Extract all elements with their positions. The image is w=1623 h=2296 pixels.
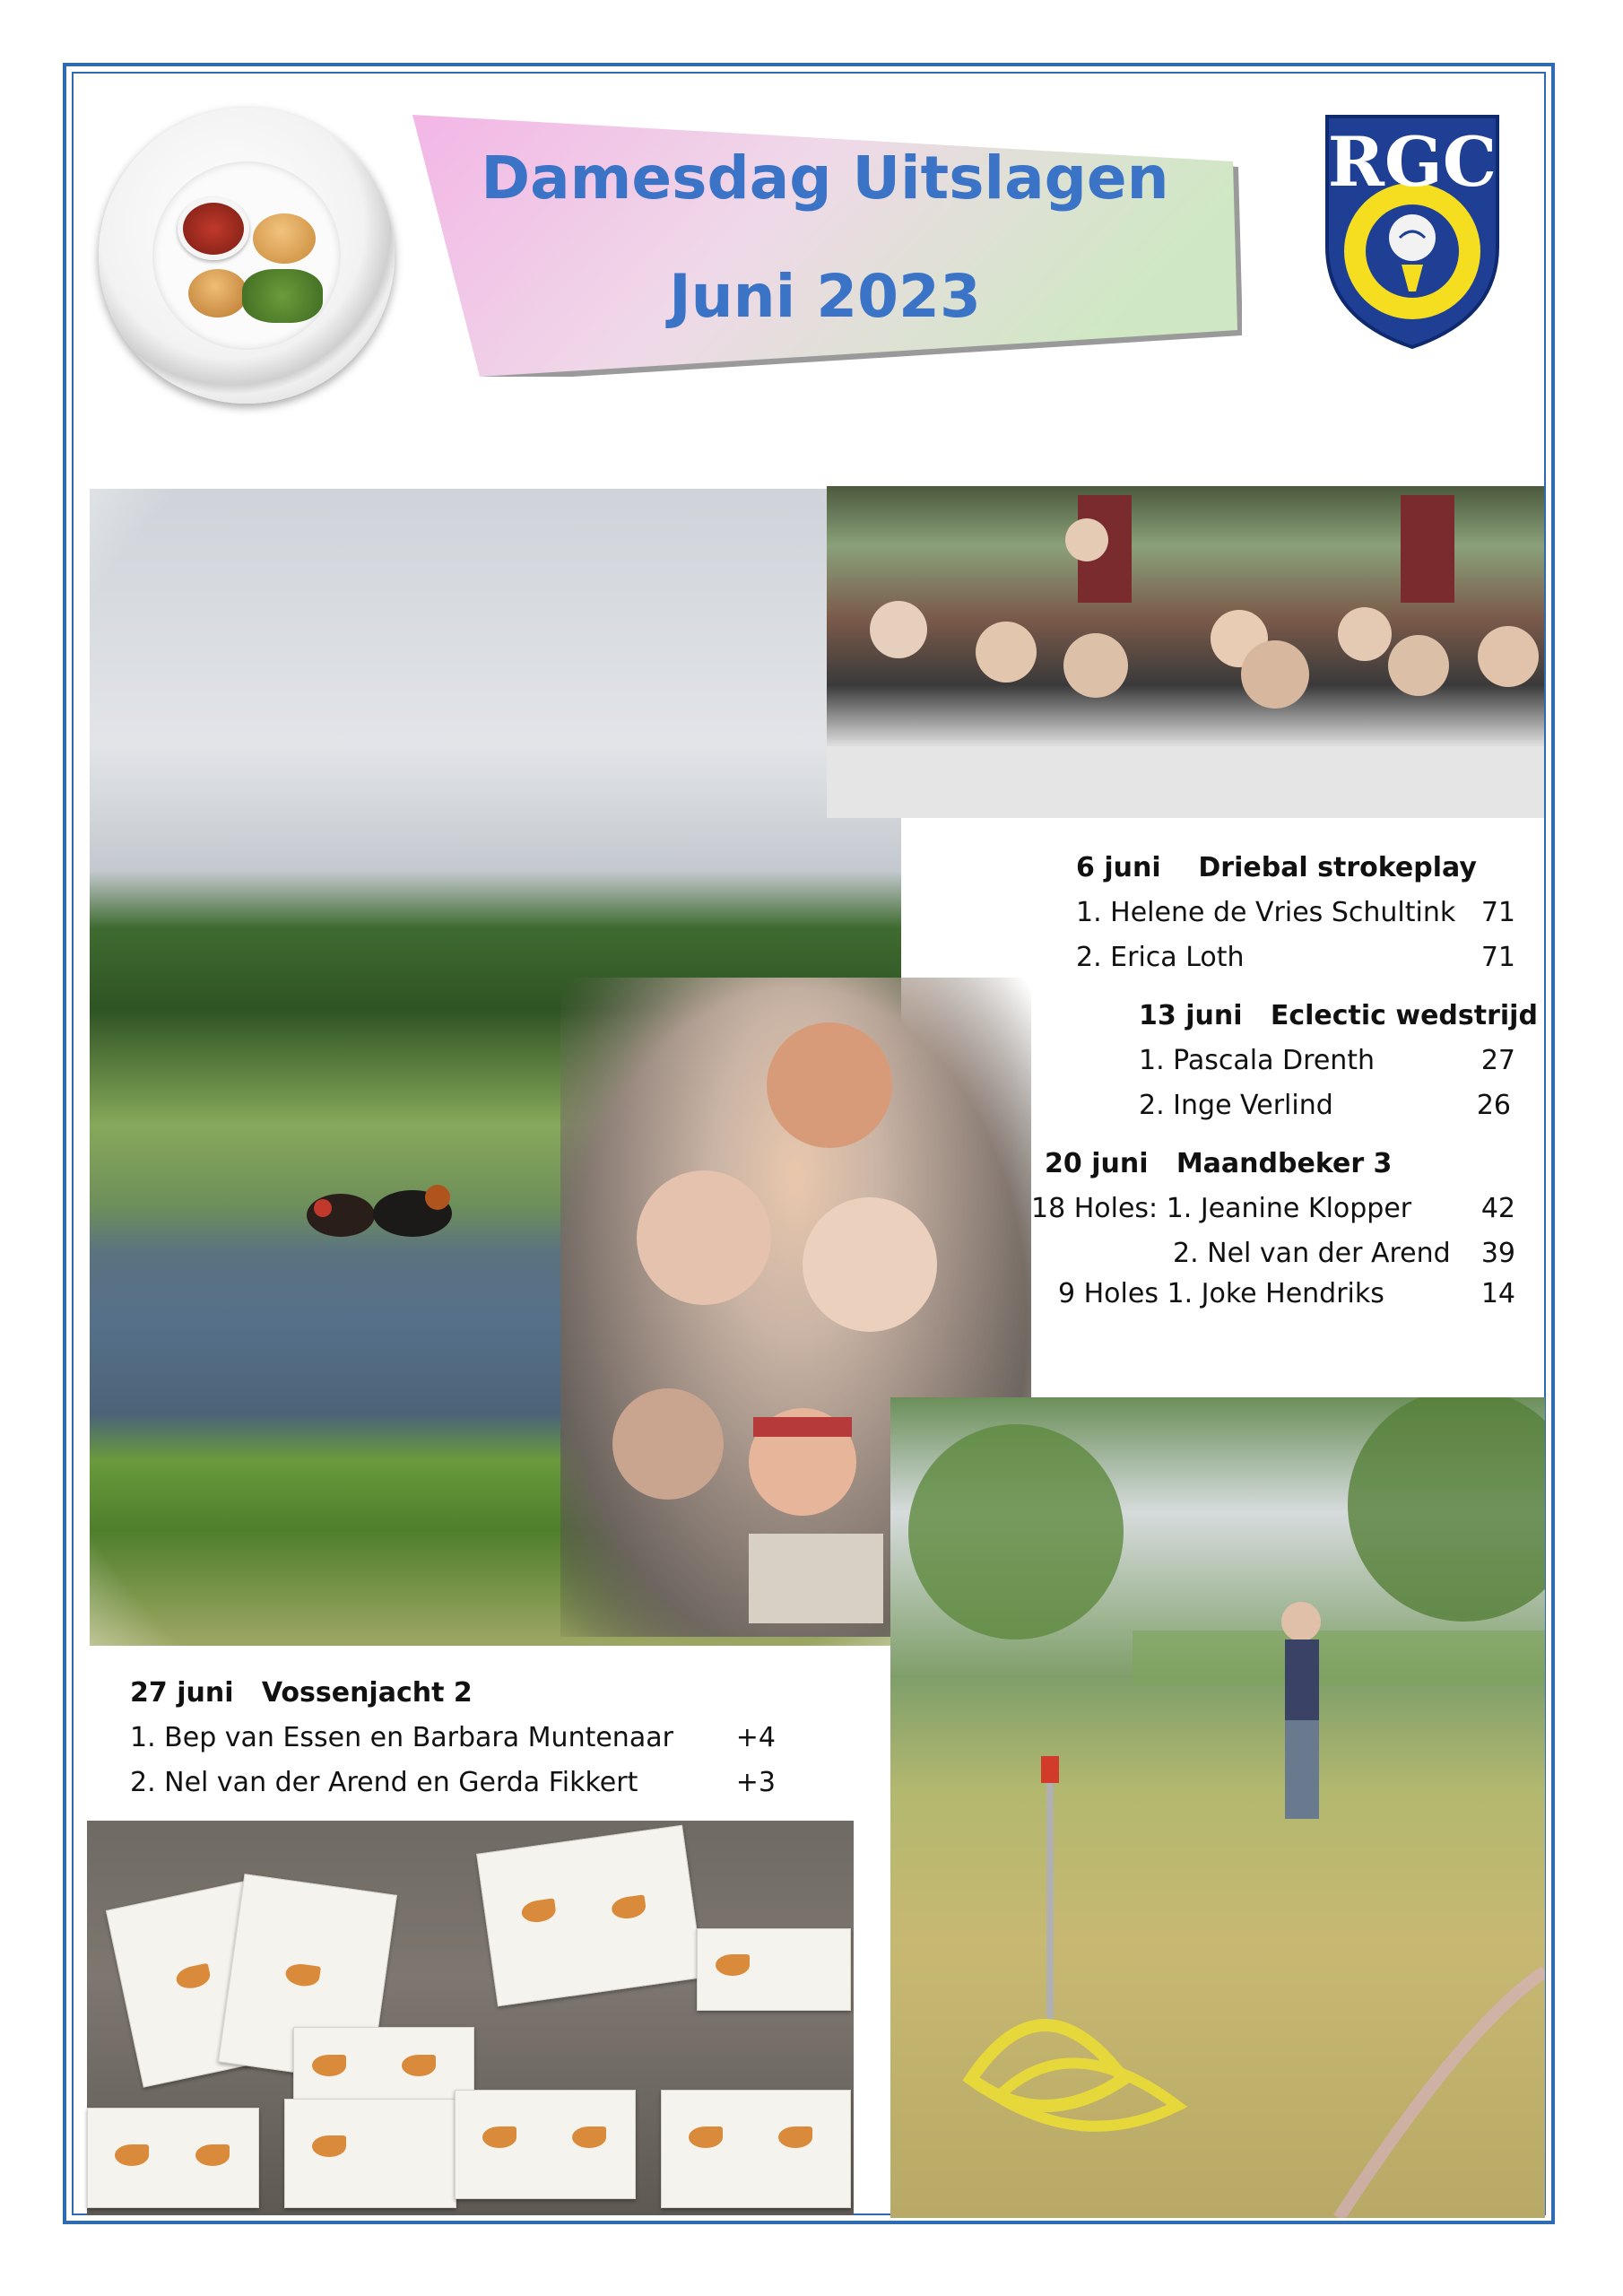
rgc-club-logo bbox=[1323, 112, 1502, 350]
sprinkler-lady-photo bbox=[890, 1397, 1545, 2218]
sauce-bowl bbox=[178, 197, 249, 260]
result-score: 26 bbox=[1476, 1090, 1511, 1121]
result-heading-6-juni: 6 juni Driebal strokeplay bbox=[1076, 852, 1477, 883]
fox-hunt-scorecards-photo bbox=[87, 1821, 854, 2215]
result-entry: 2. Erica Loth bbox=[1076, 942, 1245, 973]
result-entry: 2. Nel van der Arend bbox=[1173, 1238, 1451, 1269]
scorecard bbox=[697, 1928, 851, 2011]
result-entry: 2. Inge Verlind bbox=[1139, 1090, 1333, 1121]
scorecard bbox=[87, 2108, 259, 2208]
result-entry: 1. Bep van Essen en Barbara Muntenaar bbox=[130, 1722, 673, 1753]
scorecard bbox=[284, 2099, 456, 2208]
result-score: 71 bbox=[1480, 897, 1515, 928]
result-score: +4 bbox=[735, 1722, 776, 1753]
results-june-27 bbox=[130, 1677, 812, 1812]
result-score: +3 bbox=[735, 1767, 776, 1798]
coot-birds bbox=[287, 1170, 466, 1251]
result-entry: 2. Nel van der Arend en Gerda Fikkert bbox=[130, 1767, 638, 1798]
scorecard bbox=[476, 1825, 704, 2007]
bun bbox=[253, 213, 316, 264]
bun bbox=[188, 269, 247, 317]
result-entry: 1. Helene de Vries Schultink bbox=[1076, 897, 1456, 928]
result-heading-27-juni: 27 juni Vossenjacht 2 bbox=[130, 1677, 473, 1709]
result-score: 14 bbox=[1480, 1278, 1515, 1309]
result-entry: 1. Pascala Drenth bbox=[1139, 1045, 1376, 1076]
results-june-6-13-20 bbox=[1031, 848, 1542, 1332]
ladies-lunch-photo bbox=[827, 486, 1544, 818]
svg-text:RGC: RGC bbox=[1327, 122, 1497, 202]
page-title: Damesdag Uitslagen bbox=[481, 144, 1169, 213]
plate-center bbox=[152, 161, 341, 350]
scorecard bbox=[455, 2090, 636, 2199]
result-heading-20-juni: 20 juni Maandbeker 3 bbox=[1045, 1148, 1393, 1179]
page-subtitle: Juni 2023 bbox=[669, 262, 981, 331]
result-score: 71 bbox=[1480, 942, 1515, 973]
result-score: 27 bbox=[1480, 1045, 1515, 1076]
result-score: 42 bbox=[1480, 1193, 1515, 1224]
result-score: 39 bbox=[1480, 1238, 1515, 1269]
scorecard bbox=[661, 2090, 851, 2208]
result-entry: 18 Holes: 1. Jeanine Klopper bbox=[1031, 1193, 1412, 1224]
result-entry: 9 Holes 1. Joke Hendriks bbox=[1058, 1278, 1384, 1309]
salad bbox=[242, 269, 323, 323]
result-heading-13-juni: 13 juni Eclectic wedstrijd bbox=[1139, 1000, 1538, 1031]
food-plate-image bbox=[99, 108, 395, 404]
